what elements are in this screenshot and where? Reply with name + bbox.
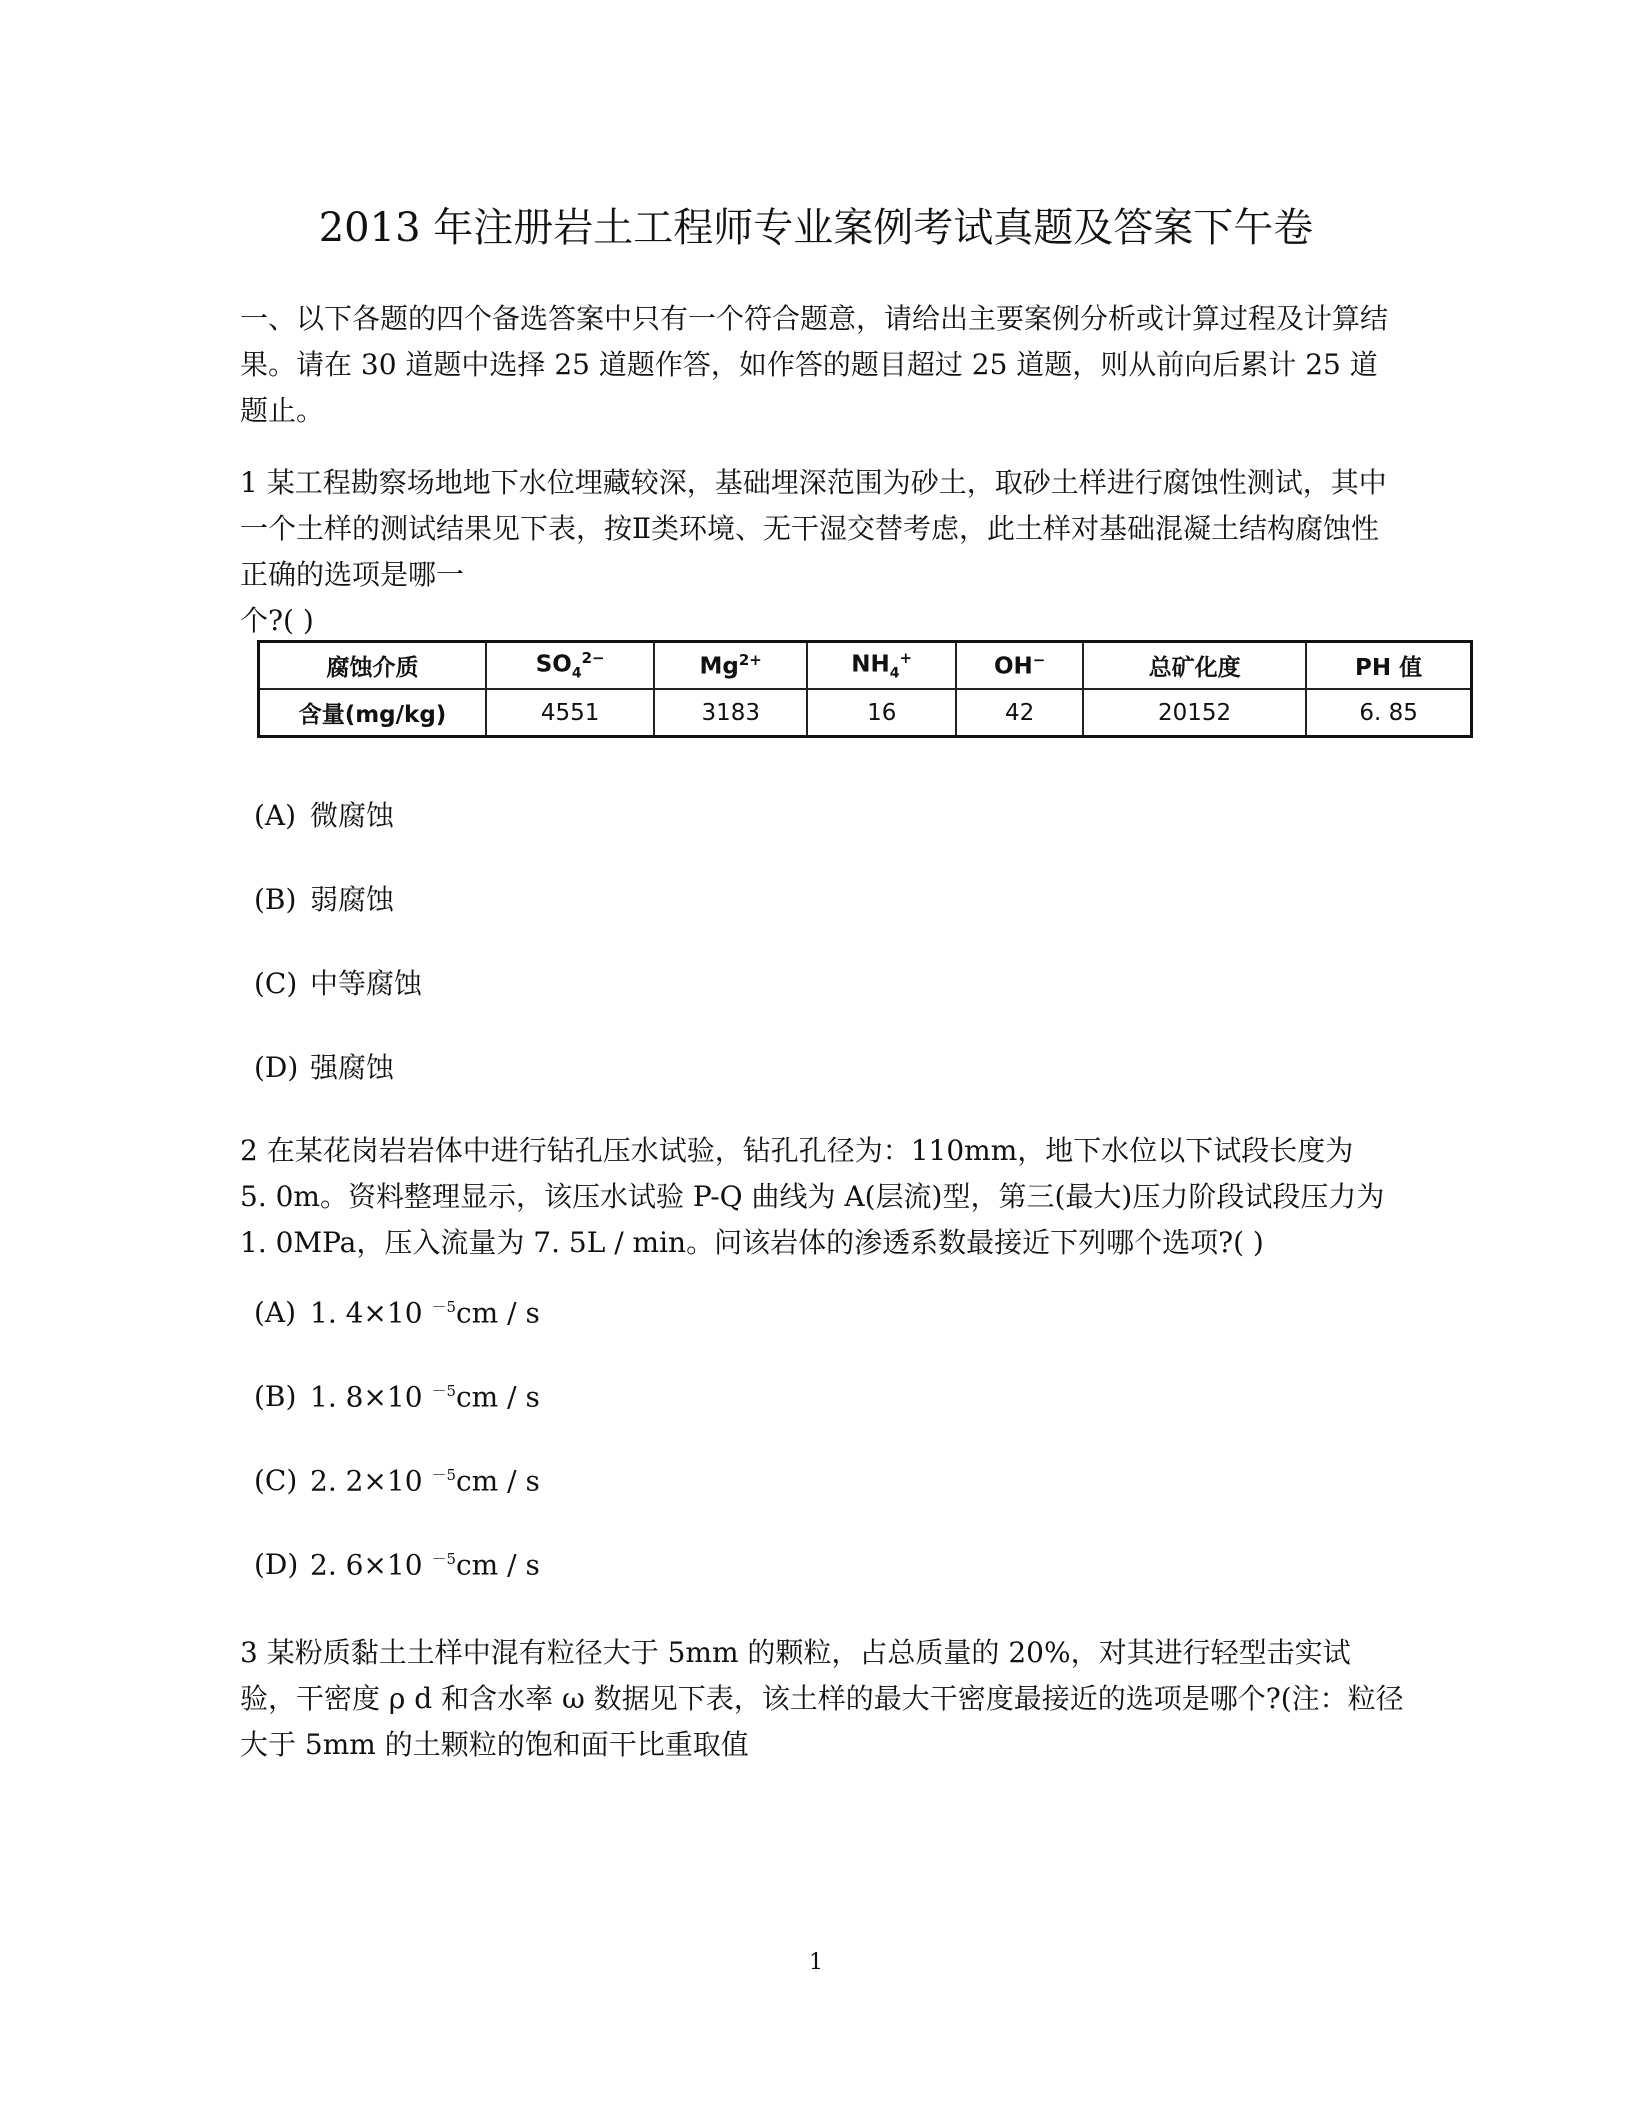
corrosion-test-table (257, 640, 1473, 738)
question-2-option-b: (B) 1. 8×10 $^{-5}$cm / s (254, 1380, 540, 1414)
question-1-option-b: (B) 弱腐蚀 (254, 883, 395, 916)
value-cell: 6. 85 (1306, 689, 1471, 737)
intro-line: 题止。 (240, 394, 325, 427)
header-cell-mineralization: 总矿化度 (1083, 642, 1306, 690)
page-number: 1 (809, 1950, 823, 1975)
question-line: 1. 0MPa，压入流量为 7. 5L / min。问该岩体的渗透系数最接近下列哪个选项?( ) (240, 1226, 1264, 1259)
value-cell: 3183 (654, 689, 807, 737)
question-1-option-c: (C) 中等腐蚀 (254, 967, 423, 1000)
question-line: 2 在某花岗岩岩体中进行钻孔压水试验，钻孔孔径为：110mm，地下水位以下试段长度为 (240, 1134, 1354, 1167)
table-header-row (259, 642, 1472, 690)
question-2-option-a: (A) 1. 4×10 $^{-5}$cm / s (254, 1296, 540, 1330)
question-1-text (240, 460, 1387, 644)
intro-paragraph (240, 296, 1388, 434)
intro-line: 一、以下各题的四个备选答案中只有一个符合题意，请给出主要案例分析或计算过程及计算结 (240, 302, 1389, 335)
row-label-cell: 含量(mg/kg) (259, 689, 487, 737)
header-cell-so4: $SO_4^{2-}$ (486, 642, 654, 690)
value-cell: 4551 (486, 689, 654, 737)
question-3-text (240, 1630, 1404, 1768)
question-line: 个?( ) (240, 604, 314, 637)
header-cell-nh4: $NH_4^+$ (807, 642, 956, 690)
question-line: 大于 5mm 的土颗粒的饱和面干比重取值 (240, 1728, 749, 1761)
header-cell-ph: PH 值 (1306, 642, 1471, 690)
question-line: 一个土样的测试结果见下表，按Ⅱ类环境、无干湿交替考虑，此土样对基础混凝土结构腐蚀性 (240, 512, 1380, 545)
question-line: 正确的选项是哪一 (240, 558, 465, 591)
header-cell-medium: 腐蚀介质 (259, 642, 487, 690)
question-1-option-a: (A) 微腐蚀 (254, 799, 395, 832)
question-2-option-c: (C) 2. 2×10 $^{-5}$cm / s (254, 1464, 540, 1498)
value-cell: 16 (807, 689, 956, 737)
document-title: 2013 年注册岩土工程师专业案例考试真题及答案下午卷 (318, 205, 1314, 251)
question-line: 验，干密度 ρ d 和含水率 ω 数据见下表，该土样的最大干密度最接近的选项是哪个?(注：粒径 (240, 1682, 1404, 1715)
question-1-option-d: (D) 强腐蚀 (254, 1051, 395, 1084)
question-2-option-d: (D) 2. 6×10 $^{-5}$cm / s (254, 1548, 540, 1582)
header-cell-oh: OH− (956, 642, 1083, 690)
question-2-text (240, 1128, 1384, 1266)
value-cell: 42 (956, 689, 1083, 737)
question-line: 1 某工程勘察场地地下水位埋藏较深，基础埋深范围为砂土，取砂土样进行腐蚀性测试，其中 (240, 466, 1387, 499)
question-line: 5. 0m。资料整理显示，该压水试验 P-Q 曲线为 A(层流)型，第三(最大)压力阶段试段压力为 (240, 1180, 1385, 1213)
question-line: 3 某粉质黏土土样中混有粒径大于 5mm 的颗粒，占总质量的 20%，对其进行轻型击实试 (240, 1636, 1351, 1669)
value-cell: 20152 (1083, 689, 1306, 737)
header-cell-mg: $Mg^{2+}$ (654, 642, 807, 690)
intro-line: 果。请在 30 道题中选择 25 道题作答，如作答的题目超过 25 道题，则从前向后累计 25 道 (240, 348, 1378, 381)
table-row (259, 689, 1472, 737)
